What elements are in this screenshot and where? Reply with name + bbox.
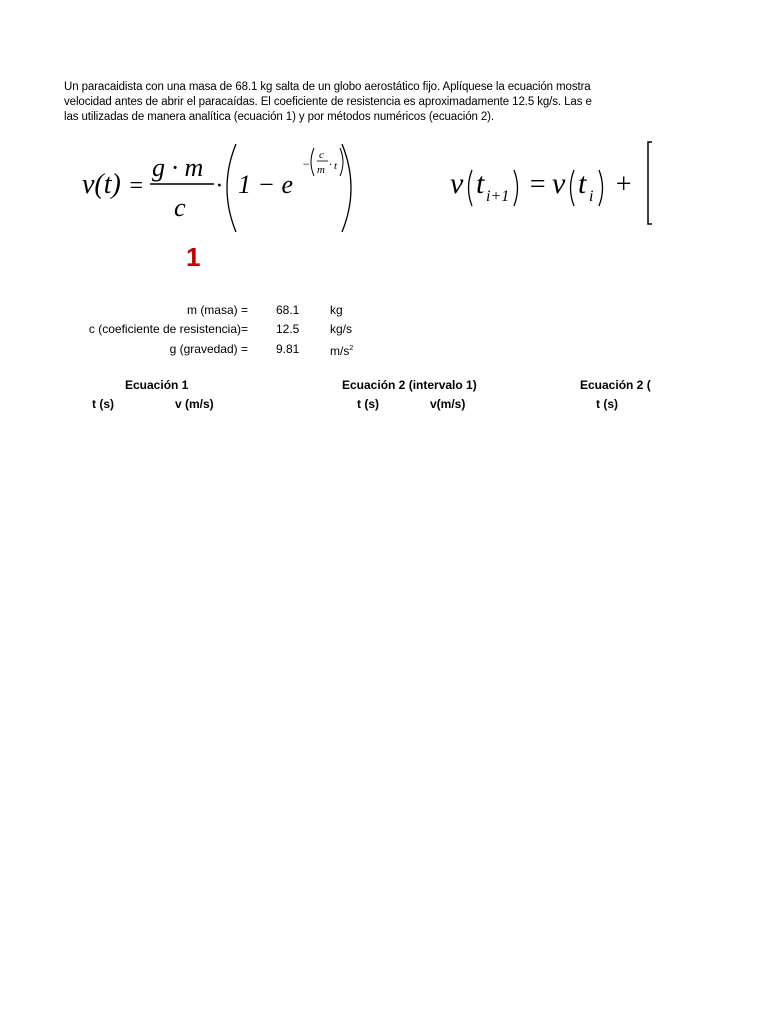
eq1-equals: =: [128, 173, 145, 199]
eq1-exp-right-paren: [340, 148, 343, 176]
eq2-lhs-right-paren: [514, 170, 518, 206]
eq2-lhs-left-paren: [469, 170, 473, 206]
eq3-table-title: Ecuación 2 (: [580, 378, 651, 392]
param-value: 12.5: [276, 322, 300, 336]
eq2-rhs-sub: i: [589, 188, 594, 205]
eq2-rhs-right-paren: [599, 170, 603, 206]
eq3-col-t-header: t (s): [596, 397, 618, 411]
eq2-rhs-v: v: [552, 167, 566, 200]
param-value: 9.81: [276, 342, 300, 356]
eq2-col-t-header: t (s): [357, 397, 379, 411]
eq1-exp-dot: ·: [329, 159, 332, 171]
param-label: m (masa) =: [186, 303, 248, 317]
eq1-exp-t: t: [334, 160, 338, 172]
eq2-lhs-v: v: [450, 167, 464, 200]
eq1-col-t-header: t (s): [92, 397, 114, 411]
eq1-exp-minus: −: [302, 157, 311, 171]
statement-line-2: velocidad antes de abrir el paracaídas. El coeficiente de resistencia es aproximadamente 12.5 kg/s. Las e: [64, 96, 592, 108]
eq1-exp-m: m: [317, 164, 325, 176]
eq2-col-v-header: v(m/s): [430, 397, 466, 411]
unit-superscript: 2: [349, 345, 354, 352]
eq1-left-paren: [227, 144, 236, 232]
param-label: g (gravedad) =: [169, 342, 248, 356]
eq1-dot: ·: [216, 173, 222, 199]
eq1-one-minus-e: 1 − e: [238, 170, 294, 199]
param-unit: kg: [330, 303, 343, 317]
eq1-exp-left-paren: [311, 148, 314, 176]
param-unit: $m/s^2$: [330, 344, 354, 358]
numerical-equation: [448, 138, 660, 238]
statement-line-1: Un paracaidista con una masa de 68.1 kg salta de un globo aerostático fijo. Aplíquese la ecuación mostra: [64, 81, 591, 93]
param-row-gravity: [0, 339, 354, 359]
eq2-equals: =: [528, 169, 547, 200]
param-value: 68.1: [276, 303, 300, 317]
equation-number: 1: [186, 242, 201, 272]
eq2-lhs-t: t: [476, 167, 485, 200]
param-row-drag: [0, 319, 353, 339]
eq2-rhs-t: t: [578, 167, 587, 200]
eq1-table-title: Ecuación 1: [125, 378, 189, 392]
eq2-table-title: Ecuación 2 (intervalo 1): [342, 378, 477, 392]
analytic-equation: [80, 138, 380, 238]
eq2-rhs-left-paren: [571, 170, 575, 206]
eq1-right-paren: [342, 144, 351, 232]
eq2-plus: +: [614, 169, 633, 200]
eq1-col-v-header: v (m/s): [175, 397, 214, 411]
eq1-exp-c: c: [319, 149, 324, 161]
eq2-bracket: [648, 142, 652, 224]
eq1-numerator: g · m: [152, 153, 204, 182]
param-unit: kg/s: [330, 322, 353, 336]
problem-statement: [64, 80, 660, 125]
eq1-denominator: c: [174, 193, 186, 222]
eq2-lhs-sub: i+1: [486, 188, 510, 205]
statement-line-3: las utilizadas de manera analítica (ecuación 1) y por métodos numéricos (ecuación 2).: [64, 111, 495, 123]
param-row-mass: [0, 300, 343, 320]
param-label: c (coeficiente de resistencia)=: [88, 322, 248, 336]
eq1-lhs: v(t): [82, 169, 121, 200]
